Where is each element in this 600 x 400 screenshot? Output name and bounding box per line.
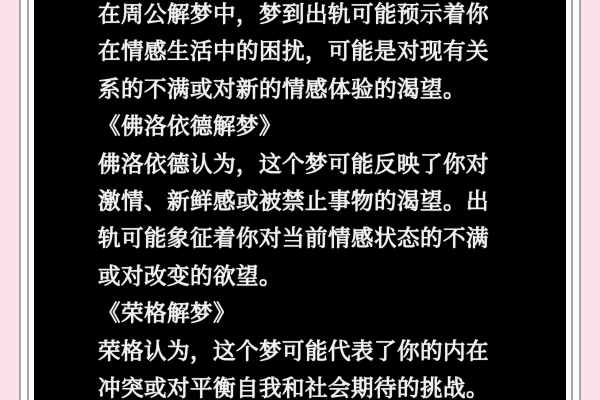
text-line: 《荣格解梦》 <box>98 301 237 328</box>
text-line: 佛洛依德认为，这个梦可能反映了你对 <box>98 151 490 178</box>
text-line: 荣格认为，这个梦可能代表了你的内在 <box>98 338 490 365</box>
text-line: 在周公解梦中，梦到出轨可能预示着你 <box>98 2 490 28</box>
right-pinstripe-outer <box>579 0 581 400</box>
text-panel <box>34 0 566 400</box>
text-line: 在情感生活中的困扰，可能是对现有关 <box>98 39 490 66</box>
text-line: 轨可能象征着你对当前情感状态的不满 <box>98 226 490 253</box>
text-line: 激情、新鲜感或被禁止事物的渴望。出 <box>98 189 490 216</box>
text-line: 系的不满或对新的情感体验的渴望。 <box>98 76 467 103</box>
text-line: 冲突或对平衡自我和社会期待的挑战。 <box>98 376 490 400</box>
left-pinstripe-outer <box>19 0 21 400</box>
text-line: 或对改变的欲望。 <box>98 263 283 290</box>
left-pinstripe-inner <box>27 0 29 400</box>
right-border-band <box>566 0 581 400</box>
left-border-band <box>19 0 34 400</box>
dream-interpretation-text <box>34 0 566 400</box>
text-line: 《佛洛依德解梦》 <box>98 114 283 141</box>
right-pinstripe-inner <box>571 0 573 400</box>
